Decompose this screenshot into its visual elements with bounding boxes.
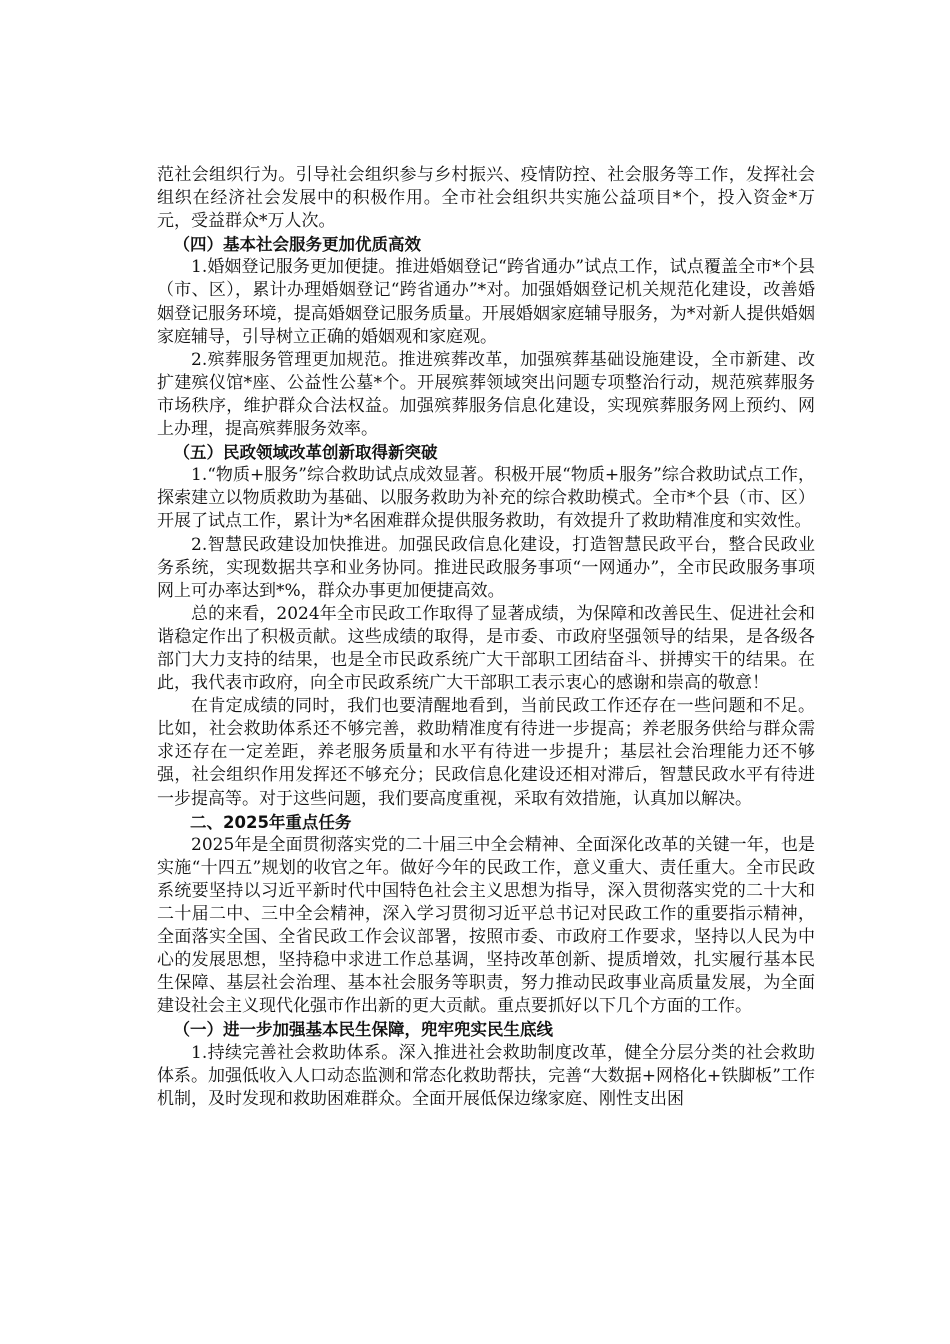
paragraph: 2025年是全面贯彻落实党的二十届三中全会精神、全面深化改革的关键一年，也是实施“十四五”规划的收官之年。做好今年的民政工作，意义重大、责任重大。全市民政系统要坚持以习近平新时代中国特色社会主义思想为指导，深入贯彻落实党的二十大和二十届二中、三中全会精神，深入学习贯彻习近平总书记对民政工作的重要指示精神，全面落实全国、全省民政工作会议部署，按照市委、市政府工作要求，坚持以人民为中心的发展思想，坚持稳中求进工作总基调，坚持改革创新、提质增效，扎实履行基本民生保障、基层社会治理、基本社会服务等职责，努力推动民政事业高质量发展，为全面建设社会主义现代化强市作出新的更大贡献。重点要抓好以下几个方面的工作。: [157, 834, 815, 1017]
paragraph: 总的来看，2024年全市民政工作取得了显著成绩，为保障和改善民生、促进社会和谐稳定作出了积极贡献。这些成绩的取得，是市委、市政府坚强领导的结果，是各级各部门大力支持的结果，也是全市民政系统广大干部职工团结奋斗、拼搏实干的结果。在此，我代表市政府，向全市民政系统广大干部职工表示衷心的感谢和崇高的敬意！: [157, 603, 815, 694]
chapter-heading: 二、2025年重点任务: [190, 812, 352, 832]
paragraph: 1.持续完善社会救助体系。深入推进社会救助制度改革，健全分层分类的社会救助体系。加强低收入人口动态监测和常态化救助帮扶，完善“大数据+网格化+铁脚板”工作机制，及时发现和救助困难群众。全面开展低保边缘家庭、刚性支出困: [157, 1042, 815, 1109]
paragraph: 2.殡葬服务管理更加规范。推进殡葬改革，加强殡葬基础设施建设，全市新建、改扩建殡仪馆*座、公益性公墓*个。开展殡葬领域突出问题专项整治行动，规范殡葬服务市场秩序，维护群众合法权益。加强殡葬服务信息化建设，实现殡葬服务网上预约、网上办理，提高殡葬服务效率。: [157, 349, 815, 440]
section-heading: （一）进一步加强基本民生保障，兜牢兜实民生底线: [173, 1020, 553, 1040]
paragraph: 2.智慧民政建设加快推进。加强民政信息化建设，打造智慧民政平台，整合民政业务系统，实现数据共享和业务协同。推进民政服务事项“一网通办”，全市民政服务事项网上可办率达到*%，群众办事更加便捷高效。: [157, 534, 815, 601]
paragraph: 1.“物质+服务”综合救助试点成效显著。积极开展“物质+服务”综合救助试点工作，探索建立以物质救助为基础、以服务救助为补充的综合救助模式。全市*个县（市、区）开展了试点工作，累计为*名困难群众提供服务救助，有效提升了救助精准度和实效性。: [157, 465, 815, 532]
paragraph: 在肯定成绩的同时，我们也要清醒地看到，当前民政工作还存在一些问题和不足。比如，社会救助体系还不够完善，救助精准度有待进一步提高；养老服务供给与群众需求还存在一定差距，养老服务质量和水平有待进一步提升；基层社会治理能力还不够强，社会组织作用发挥还不够充分；民政信息化建设还相对滞后，智慧民政水平有待进一步提高等。对于这些问题，我们要高度重视，采取有效措施，认真加以解决。: [157, 696, 815, 809]
paragraph: 1.婚姻登记服务更加便捷。推进婚姻登记“跨省通办”试点工作，试点覆盖全市*个县（市、区），累计办理婚姻登记“跨省通办”*对。加强婚姻登记机关规范化建设，改善婚姻登记服务环境，提高婚姻登记服务质量。开展婚姻家庭辅导服务，为*对新人提供婚姻家庭辅导，引导树立正确的婚姻观和家庭观。: [157, 257, 815, 347]
section-heading: （五）民政领域改革创新取得新突破: [173, 443, 438, 463]
paragraph: 范社会组织行为。引导社会组织参与乡村振兴、疫情防控、社会服务等工作，发挥社会组织在经济社会发展中的积极作用。全市社会组织共实施公益项目*个，投入资金*万元，受益群众*万人次。: [157, 165, 815, 232]
section-heading: （四）基本社会服务更加优质高效: [173, 235, 421, 255]
document-body: [157, 164, 815, 1111]
